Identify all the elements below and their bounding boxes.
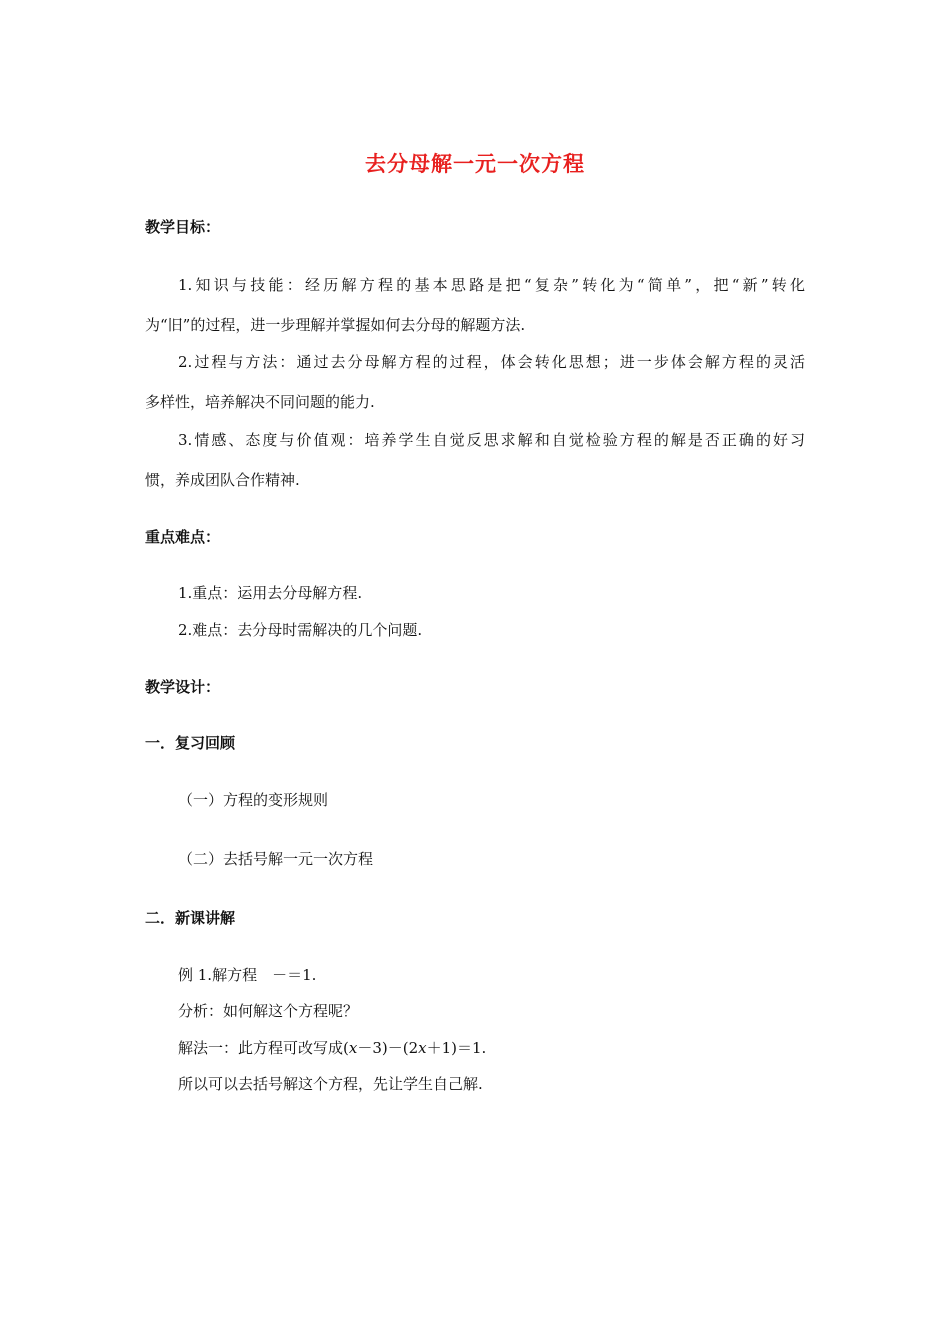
objective-1-line-1: 1.知识与技能：经历解方程的基本思路是把“复杂”转化为“简单”，把“新”转化 — [178, 276, 805, 294]
method-1-prefix: 解法一：此方程可改写成( — [178, 1039, 349, 1057]
method-1-line — [178, 1037, 486, 1058]
design-heading: 教学设计： — [145, 678, 221, 696]
objectives-heading: 教学目标： — [145, 218, 221, 236]
key-point-2: 2.难点：去分母时需解决的几个问题. — [178, 621, 423, 639]
objective-2-line-1: 2.过程与方法：通过去分母解方程的过程，体会转化思想；进一步体会解方程的灵活 — [178, 353, 805, 371]
document-title: 去分母解一元一次方程 — [365, 152, 585, 176]
section-1-item-1: （一）方程的变形规则 — [178, 791, 329, 809]
section-1-heading: 一．复习回顾 — [145, 734, 236, 752]
analysis-line: 分析：如何解这个方程呢？ — [178, 1002, 359, 1020]
objective-3-line-1: 3.情感、态度与价值观：培养学生自觉反思求解和自觉检验方程的解是否正确的好习 — [178, 431, 805, 449]
variable-x: x — [348, 1039, 358, 1057]
key-points-heading: 重点难点： — [145, 528, 221, 546]
conclusion-line: 所以可以去括号解这个方程，先让学生自己解. — [178, 1075, 483, 1093]
objective-1-line-2: 为“旧”的过程，进一步理解并掌握如何去分母的解题方法. — [145, 316, 526, 334]
section-2-heading: 二．新课讲解 — [145, 909, 236, 927]
method-1-mid: －3)－(2 — [357, 1039, 419, 1057]
objective-2-line-2: 多样性，培养解决不同问题的能力. — [145, 393, 375, 411]
example-1: 例 1.解方程 －＝1. — [178, 966, 317, 984]
variable-x: x — [418, 1039, 427, 1057]
section-1-item-2: （二）去括号解一元一次方程 — [178, 850, 374, 868]
objective-3-line-2: 惯，养成团队合作精神. — [145, 471, 300, 489]
method-1-suffix: ＋1)＝1. — [426, 1039, 487, 1057]
key-point-1: 1.重点：运用去分母解方程. — [178, 584, 363, 602]
